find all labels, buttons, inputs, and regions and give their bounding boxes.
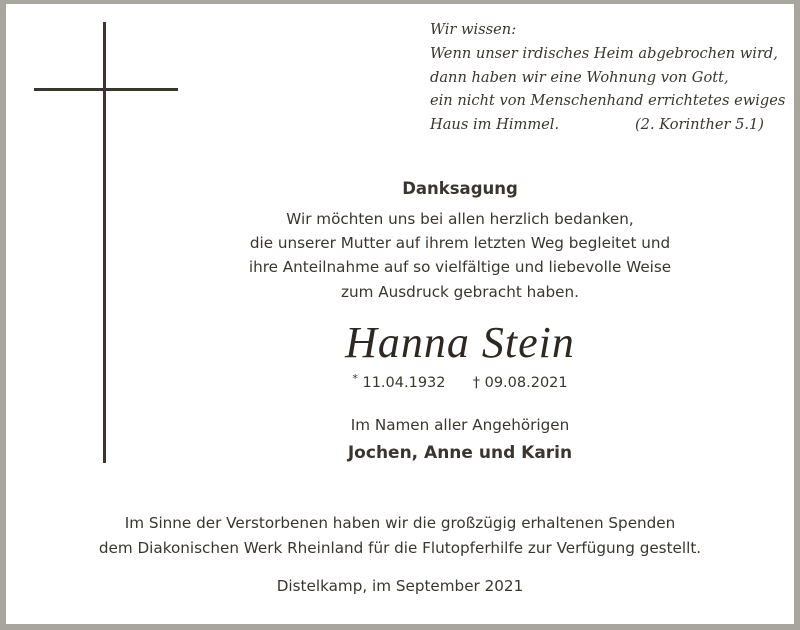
thanks-line: die unserer Mutter auf ihrem letzten Weg begleitet und [249, 234, 671, 253]
birth-date: 11.04.1932 [362, 375, 446, 391]
heading: Danksagung [402, 179, 518, 198]
donation-note [40, 511, 760, 560]
donation-line: Im Sinne der Verstorbenen haben wir die großzügig erhaltenen Spenden [124, 514, 676, 532]
life-dates [210, 368, 710, 394]
verse-line: ein nicht von Menschenhand errichtetes ewiges [430, 92, 786, 110]
thanks-text [210, 207, 710, 304]
thanks-line: ihre Anteilnahme auf so vielfältige und liebevolle Weise [248, 258, 672, 277]
cross-icon-horizontal-bar [34, 88, 178, 91]
bible-verse [430, 18, 786, 137]
verse-line: Wir wissen: [430, 21, 517, 38]
death-cross-icon: † [472, 375, 480, 391]
thanks-line: Wir möchten uns bei allen herzlich bedanken, [286, 210, 634, 228]
place-date: Distelkamp, im September 2021 [276, 577, 524, 595]
verse-last-line [430, 113, 764, 137]
on-behalf-text: Im Namen aller Angehörigen [350, 416, 570, 434]
death-date: 09.08.2021 [484, 375, 568, 391]
birth-star-icon: * [352, 372, 358, 385]
family-names: Jochen, Anne und Karin [347, 443, 573, 463]
verse-reference: (2. Korinther 5.1) [634, 116, 764, 134]
deceased-name: Hanna Stein [345, 318, 575, 367]
verse-line: Wenn unser irdisches Heim abgebrochen wird, [430, 44, 778, 62]
verse-line: Haus im Himmel. [430, 116, 560, 134]
verse-line: dann haben wir eine Wohnung von Gott, [430, 68, 729, 86]
donation-line: dem Diakonischen Werk Rheinland für die Flutopferhilfe zur Verfügung gestellt. [98, 538, 702, 557]
thanks-line: zum Ausdruck gebracht haben. [341, 282, 579, 301]
